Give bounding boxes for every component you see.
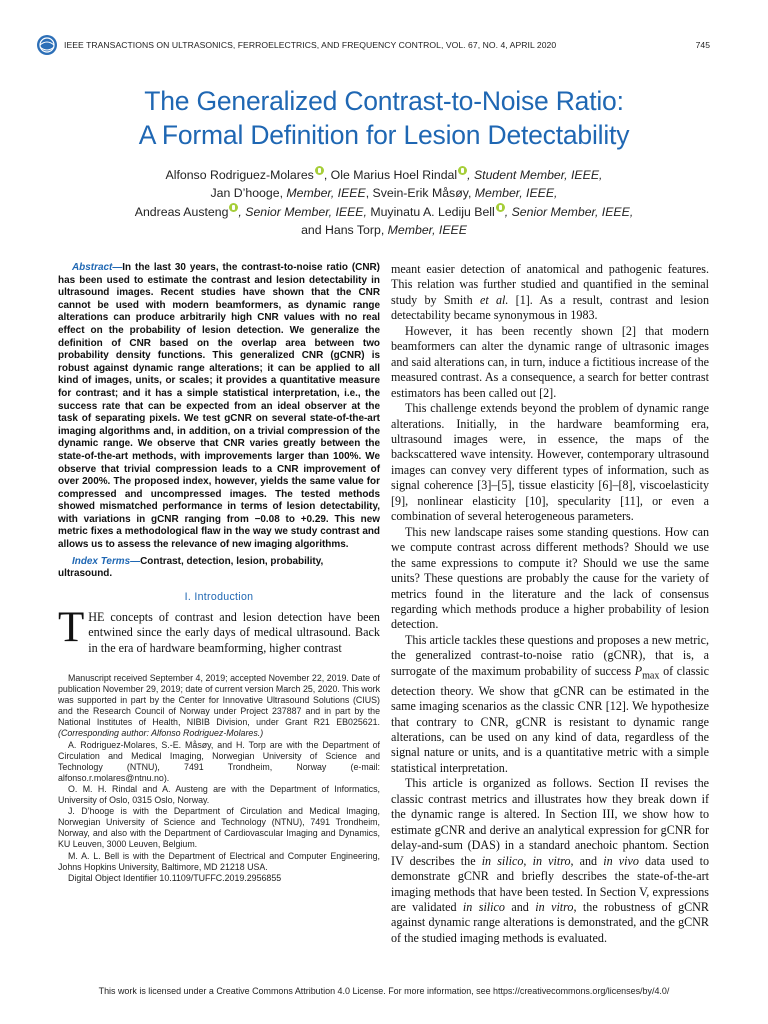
body-paragraph bbox=[391, 633, 709, 776]
author-role: Member, IEEE bbox=[286, 186, 366, 201]
footnotes bbox=[58, 673, 380, 884]
author-role: Member, IEEE bbox=[387, 223, 467, 238]
footnote-affiliation: M. A. L. Bell is with the Department of Electrical and Computer Engineering, Johns Hopkins University, Baltimore, MD 21218 USA. bbox=[58, 850, 380, 872]
footnote-affiliation: O. M. H. Rindal and A. Austeng are with the Department of Informatics, University of Oslo, 0315 Oslo, Norway. bbox=[58, 783, 380, 806]
author-role: Member, IEEE, bbox=[474, 186, 558, 201]
body-text: data used to demonstrate gCNR and briefly describes the state-of-the-art imaging methods that have been tested. In Section V, expressions are validated bbox=[391, 853, 709, 914]
author-name: Muyinatu A. Lediju Bell bbox=[366, 204, 495, 219]
right-column bbox=[391, 262, 709, 946]
index-terms-text: Contrast, detection, lesion, probability, ultrasound. bbox=[58, 555, 324, 580]
body-text-italic: in silico bbox=[462, 899, 505, 914]
body-paragraph: However, it has been recently shown [2] that modern beamformers can alter the dynamic range of ultrasonic images and said alterations can, in turn, induce a fictitious increase of the measured contrast. As a consequence, a search for better contrast estimators has been called out [2]. bbox=[391, 323, 709, 400]
footnote-affiliation: A. Rodriguez-Molares, S.-E. Måsøy, and H. Torp are with the Department of Circulation and Medical Imaging, Norwegian University of Science and Technology (NTNU), 7491 Trondheim, Norway (e-mail: alfonso.r.molares@ntnu.no). bbox=[58, 739, 380, 783]
author-name: and Hans Torp, bbox=[301, 223, 388, 238]
license-notice: This work is licensed under a Creative Commons Attribution 4.0 License. For more information, see https://creativecommons.org/licenses/by/4.0/ bbox=[98, 986, 670, 996]
body-text: , and bbox=[570, 853, 604, 868]
page-number: 745 bbox=[695, 40, 710, 50]
author-role: , Senior Member, IEEE, bbox=[504, 204, 634, 219]
body-text: This article is organized as follows. Section II revises the classic contrast metrics and illustrates how they break down if the dynamic range is altered. In Section III, we show how to estimate gCNR and derive an analytical expression for gCNR for delay-and-sum (DAS) in a standard anechoic phantom. Section IV describes the bbox=[391, 776, 709, 868]
index-terms bbox=[58, 556, 380, 581]
body-paragraph: This challenge extends beyond the problem of dynamic range alterations. Initially, in the hardware beamforming era, ultrasound images were, in essence, the maps of the backscattered wave intensity. However, contemporary ultrasound images can convey very different types of information, such as signal coherence [3]–[5], tissue elasticity [6]–[8], viscoelasticity [9], nonlinear elasticity [10], specularity [11], or even a combination of several heterogeneous parameters. bbox=[391, 401, 709, 524]
index-terms-label: Index Terms— bbox=[72, 555, 141, 567]
body-text: and bbox=[504, 899, 536, 914]
author-role: , Senior Member, IEEE, bbox=[238, 204, 367, 219]
math-subscript: max bbox=[642, 670, 660, 682]
orcid-icon[interactable] bbox=[458, 166, 467, 175]
footnote-affiliation: J. D’hooge is with the Department of Circulation and Medical Imaging, Norwegian University of Science and Technology (NTNU), 7491 Trondheim, Norway, and also with the Department of Cardiovascular Imaging and Dynamics, KU Leuven, 3000 Leuven, Belgium. bbox=[58, 806, 380, 850]
paper-title bbox=[0, 84, 768, 152]
intro-paragraph bbox=[58, 603, 380, 656]
author-role: , Student Member, IEEE, bbox=[467, 168, 603, 182]
body-text: This article tackles these questions and proposes a new metric, the generalized contrast-to-noise ratio (gCNR), that is, a surrogate of the maximum probability of success bbox=[391, 632, 709, 678]
body-text: of classic detection theory. We show that gCNR can be estimated in the same imaging scenarios as the classic CNR [12]. We hypothesize that contrary to CNR, gCNR is resistant to dynamic range alterations, can be used on any kind of data, regardless of the signal nature or units, and is a quantitative metric with a simple statistical interpretation. bbox=[391, 663, 709, 775]
body-text: , bbox=[523, 853, 533, 868]
author-name: Jan D’hooge, bbox=[210, 186, 287, 201]
intro-text: HE concepts of contrast and lesion detection have been entwined since the early days of medical ultrasound. Back in the era of hardware beamforming, higher contrast bbox=[88, 609, 380, 655]
author-name: Andreas Austeng bbox=[134, 204, 229, 219]
author-list bbox=[60, 166, 708, 240]
ieee-uffc-logo-icon bbox=[36, 34, 58, 56]
body-text-italic: in vivo bbox=[603, 853, 639, 868]
abstract-text: In the last 30 years, the contrast-to-noise ratio (CNR) has been used to estimate the contrast and lesion detectability in ultrasound images. Recent studies have shown that the CNR cannot be used with modern beamformers, as dynamic range alterations can produce arbitrarily high CNR values with no real effect on the probability of lesion detection. We generalize the definition of CNR based on the overlap area between two probability density functions. This generalized CNR (gCNR) is robust against dynamic range alterations; it can be applied to all kind of images, units, or scales; it provides a quantitative measure for contrast; and it has a simple statistical interpretation, i.e., the success rate that can be expected from an ideal observer at the task of separating pixels. We test gCNR on several state-of-the-art imaging algorithms and, in addition, on a trivial compression of the dynamic range. We observe that CNR varies greatly between the state-of-the-art methods, with improvements larger than 100%. We observe that trivial compression leads to a CNR improvement of over 200%. The proposed index, however, yields the same value for compressed and uncompressed images. The tested methods showed mismatched performance in terms of lesion detectability, with variations in gCNR ranging from −0.08 to +0.29. This new metric fixes a methodological flaw in the way we study contrast and allows us to assess the relevance of new imaging algorithms. bbox=[58, 262, 380, 551]
running-head bbox=[58, 38, 710, 54]
section-heading: I. Introduction bbox=[184, 590, 254, 603]
body-text: meant easier detection of anatomical and pathogenic features. This relation was further studied and quantified in the seminal study by Smith bbox=[391, 262, 709, 307]
body-text-italic: in silico bbox=[481, 853, 524, 868]
abstract-label: Abstract— bbox=[72, 262, 123, 273]
body-text-italic: in vitro bbox=[532, 853, 571, 868]
journal-name: IEEE TRANSACTIONS ON ULTRASONICS, FERROELECTRICS, AND FREQUENCY CONTROL, VOL. 67, NO. 4, APRIL 2020 bbox=[64, 40, 557, 50]
left-column bbox=[58, 262, 380, 884]
author-name: , Svein-Erik Måsøy, bbox=[365, 186, 475, 201]
author-name: , Ole Marius Hoel Rindal bbox=[323, 168, 458, 182]
author-name: Alfonso Rodriguez-Molares bbox=[165, 168, 314, 182]
body-text-italic: et al. bbox=[479, 292, 509, 307]
orcid-icon[interactable] bbox=[496, 203, 505, 212]
math-symbol: P bbox=[634, 663, 643, 678]
footnote-doi: Digital Object Identifier 10.1109/TUFFC.2019.2956855 bbox=[68, 872, 282, 883]
orcid-icon[interactable] bbox=[315, 166, 324, 175]
body-text-italic: in vitro bbox=[535, 899, 574, 914]
body-paragraph bbox=[391, 262, 709, 324]
footnote-manuscript bbox=[58, 673, 380, 740]
body-text: [1]. As a result, contrast and lesion detectability became synonymous in 1983. bbox=[391, 292, 709, 323]
corresponding-author: (Corresponding author: Alfonso Rodriguez-Molares.) bbox=[58, 728, 264, 739]
drop-cap: T bbox=[58, 603, 85, 651]
footnote-text: Manuscript received September 4, 2019; accepted November 22, 2019. Date of publication November 29, 2019; date of current version March 25, 2020. This work was supported in part by the Center for Innovative Ultrasound Solutions (CIUS) and the Research Council of Norway under Project 237887 and in part by the National Institutes of Health, NIBIB Division, under Grant R21 EB025621. bbox=[58, 673, 380, 728]
title-line-1: The Generalized Contrast-to-Noise Ratio: bbox=[144, 86, 624, 116]
title-line-2: A Formal Definition for Lesion Detectability bbox=[138, 120, 630, 150]
body-text: , the robustness of gCNR against dynamic range alterations is demonstrated, and the gCNR of the studied imaging methods is evaluated. bbox=[391, 899, 709, 945]
body-paragraph bbox=[391, 776, 709, 946]
body-paragraph: This new landscape raises some standing questions. How can we compute contrast across different methods? Should we use the same expressions to compute it? Should we use the same units? These questions are probably the cause for the variety of metrics found in the literature and the lack of consensus regarding which methods produce a higher probability of lesion detection. bbox=[391, 524, 709, 632]
abstract bbox=[58, 262, 380, 552]
